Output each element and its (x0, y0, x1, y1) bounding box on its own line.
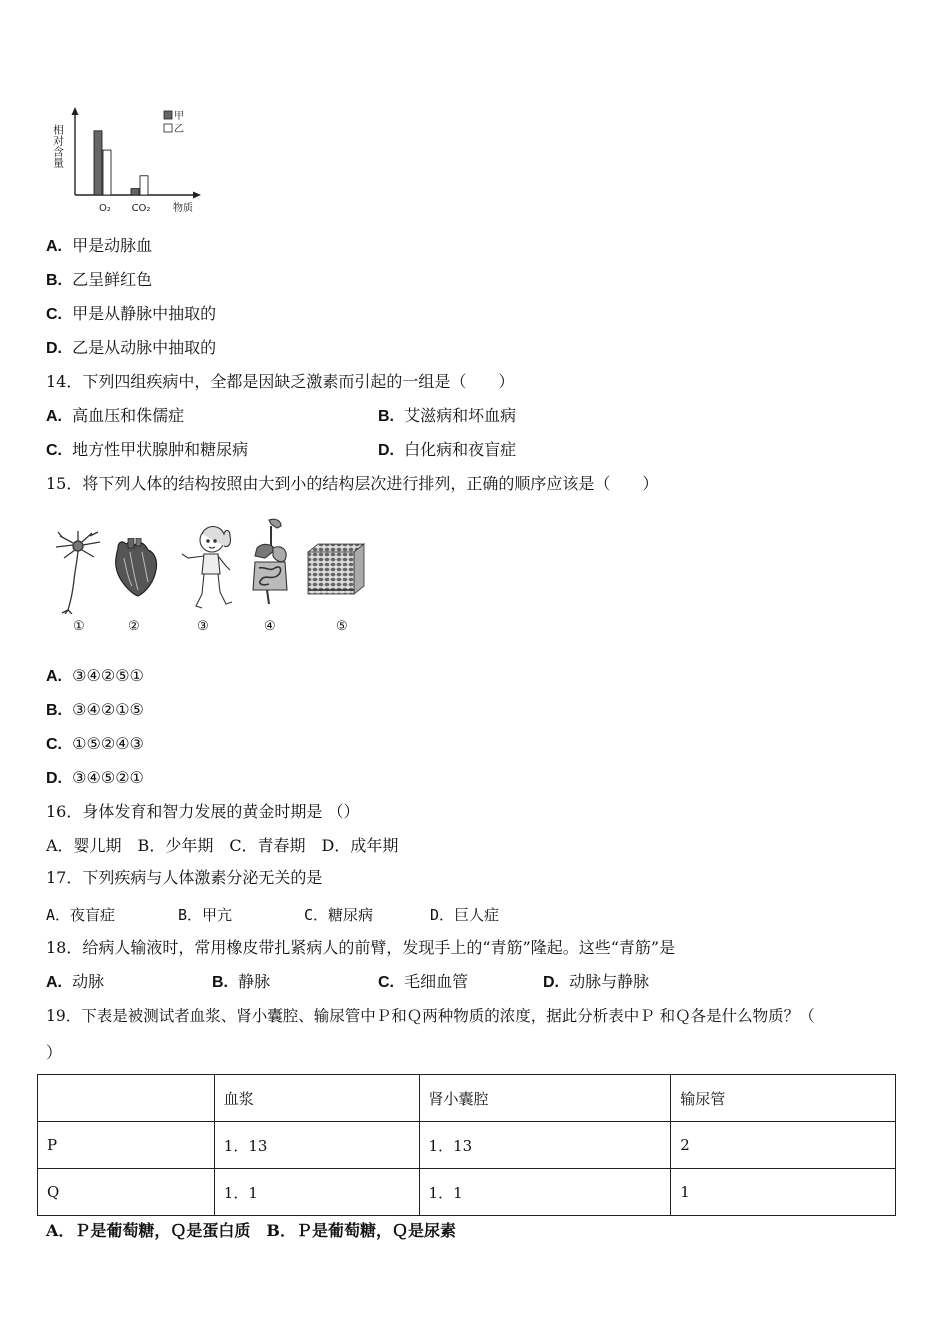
q13-option-a: A. 甲是动脉血 (46, 236, 153, 255)
legend-label-yi: 乙 (174, 124, 184, 135)
table-cell: 1．1 (419, 1169, 671, 1216)
digestive-system-image (247, 518, 293, 610)
q18-option-b: B. 静脉 (212, 972, 271, 991)
q16-options: A．婴儿期 B．少年期 C．青春期 D．成年期 (46, 836, 399, 855)
q13-option-b: B. 乙呈鲜红色 (46, 270, 153, 289)
bar-chart (50, 104, 210, 216)
x-axis-arrow (193, 192, 201, 199)
q15-option-d: D. ③④⑤②① (46, 768, 144, 787)
q18-option-c: C. 毛细血管 (378, 972, 469, 991)
y-axis-arrow (72, 107, 79, 115)
girl-figure-image (176, 522, 234, 614)
legend-label-jia: 甲 (174, 111, 184, 122)
x-tick-co2: CO₂ (131, 203, 151, 214)
table-cell: 1 (671, 1169, 896, 1216)
table-header-row (38, 1075, 896, 1122)
q15-option-b: B. ③④②①⑤ (46, 700, 144, 719)
q13-option-c: C. 甲是从静脉中抽取的 (46, 304, 217, 323)
table-cell: 血浆 (214, 1075, 419, 1122)
q15-stem: 15．将下列人体的结构按照由大到小的结构层次进行排列，正确的顺序应该是（ ） (46, 474, 659, 493)
q17-option-c: C．糖尿病 (304, 906, 374, 924)
q14-option-c: C. 地方性甲状腺肿和糖尿病 (46, 440, 249, 459)
table-cell: 输尿管 (671, 1075, 896, 1122)
x-tick-o2: O₂ (99, 203, 111, 214)
q18-option-a: A. 动脉 (46, 972, 105, 991)
neuron-image (54, 530, 104, 614)
q15-option-c: C. ①⑤②④③ (46, 734, 144, 753)
tissue-image (306, 542, 366, 598)
q15-option-a: A. ③④②⑤① (46, 666, 144, 685)
legend-swatch-jia (164, 111, 172, 119)
q19-stem: 19．下表是被测试者血浆、肾小囊腔、输尿管中Ｐ和Ｑ两种物质的浓度，据此分析表中Ｐ 和Ｑ各是什么物质？（ (46, 1007, 815, 1025)
table-cell: 1．13 (214, 1122, 419, 1169)
table-cell: 1．1 (214, 1169, 419, 1216)
picture-label-2: ② (128, 619, 140, 634)
legend-swatch-yi (164, 124, 172, 132)
q18-option-d: D. 动脉与静脉 (543, 972, 650, 991)
bar-yi-o2 (103, 150, 111, 195)
table-cell: 2 (671, 1122, 896, 1169)
q14-option-d: D. 白化病和夜盲症 (378, 440, 517, 459)
q18-stem: 18．给病人输液时，常用橡皮带扎紧病人的前臂，发现手上的“青筋”隆起。这些“青筋”是 (46, 938, 676, 957)
table-cell: 肾小囊腔 (419, 1075, 671, 1122)
picture-label-3: ③ (197, 619, 209, 634)
x-axis-label: 物质 (173, 203, 193, 214)
table-cell: Q (38, 1169, 215, 1216)
q17-stem: 17．下列疾病与人体激素分泌无关的是 (46, 868, 323, 887)
q14-stem: 14．下列四组疾病中，全都是因缺乏激素而引起的一组是（ ） (46, 372, 515, 391)
table-row (38, 1169, 896, 1216)
q17-option-b: B．甲亢 (178, 906, 233, 924)
table-row (38, 1122, 896, 1169)
table-cell: 1．13 (419, 1122, 671, 1169)
q17-option-d: D．巨人症 (430, 906, 500, 924)
q13-option-d: D. 乙是从动脉中抽取的 (46, 338, 217, 357)
q19-stem-continued: ） (46, 1043, 63, 1062)
table-cell: P (38, 1122, 215, 1169)
q16-stem: 16．身体发育和智力发展的黄金时期是 （） (46, 802, 360, 821)
q19-table (37, 1074, 896, 1216)
picture-label-4: ④ (264, 619, 276, 634)
heart-image (112, 538, 158, 598)
q17-option-a: A．夜盲症 (46, 906, 116, 924)
bar-jia-o2 (94, 131, 102, 195)
picture-label-5: ⑤ (336, 619, 348, 634)
table-cell (38, 1075, 215, 1122)
y-axis-label: 相对含量 (51, 124, 65, 168)
q14-option-b: B. 艾滋病和坏血病 (378, 406, 517, 425)
q19-options: A．Ｐ是葡萄糖，Ｑ是蛋白质 B．Ｐ是葡萄糖，Ｑ是尿素 (46, 1221, 456, 1240)
picture-label-1: ① (73, 619, 85, 634)
bar-jia-co2 (131, 189, 139, 195)
bar-yi-co2 (140, 176, 148, 195)
q14-option-a: A. 高血压和侏儒症 (46, 406, 185, 425)
